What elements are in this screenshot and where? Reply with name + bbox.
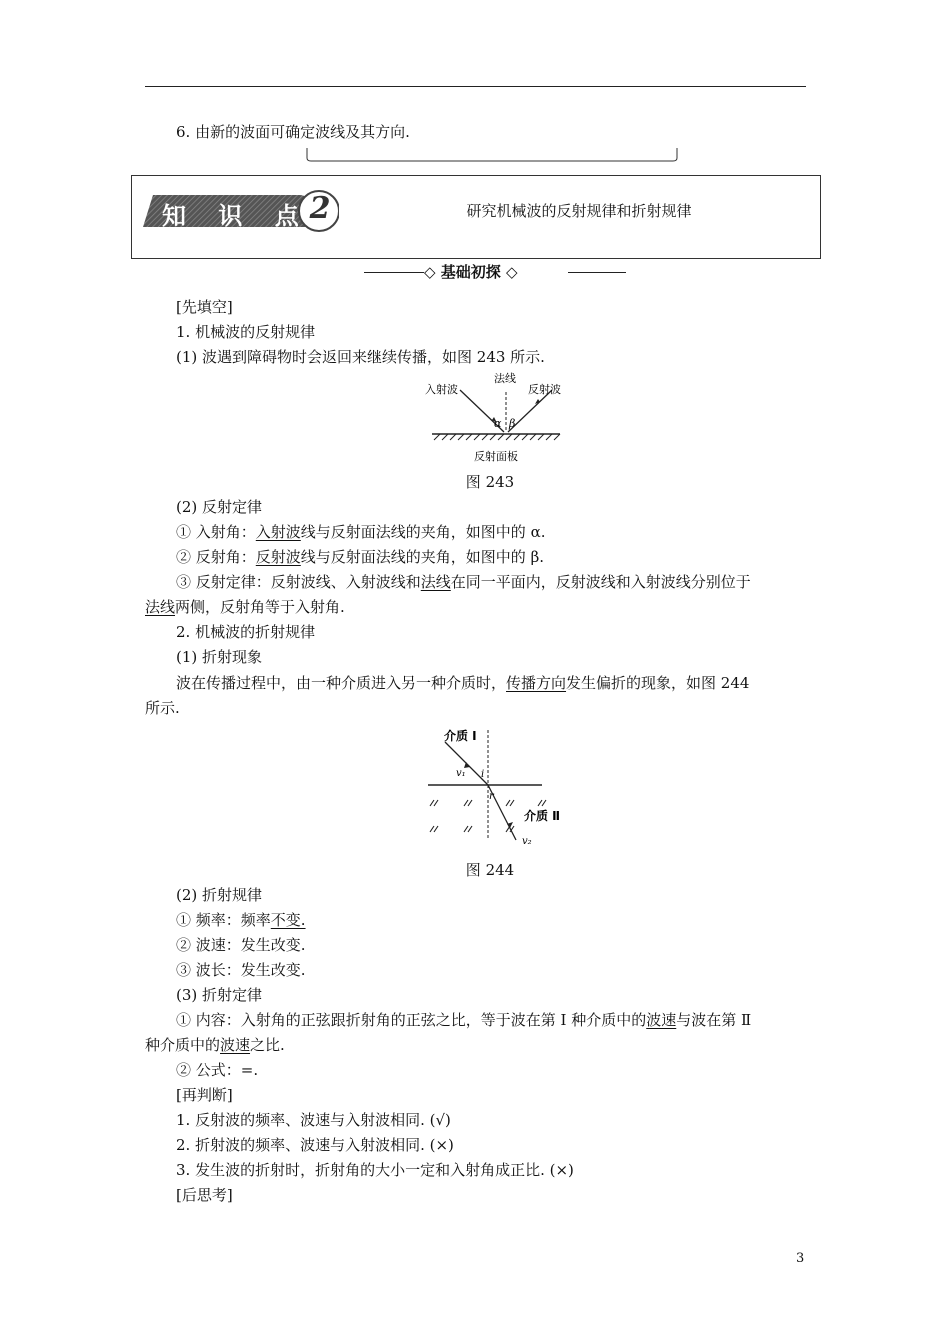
label-v1: v₁ (456, 768, 466, 779)
figure-244 (420, 722, 570, 850)
refract-phenomenon-heading: (1) 折射现象 (176, 648, 263, 666)
wavelength-line: ③ 波长：发生改变. (176, 961, 306, 979)
label-i: i (481, 769, 485, 780)
header-rule (145, 86, 806, 87)
label-beta: β (509, 417, 516, 430)
judge-item-3: 3. 发生波的折射时，折射角的大小一定和入射角成正比. (×) (176, 1161, 574, 1179)
reflect-law-line: ③ 反射定律：反射波线、入射波线和法线在同一平面内，反射波线和入射波线分别位于 (176, 573, 751, 591)
speed-line: ② 波速：发生改变. (176, 936, 306, 954)
label-surface: 反射面板 (474, 450, 518, 463)
judge-item-1: 1. 反射波的频率、波速与入射波相同. (√) (176, 1111, 451, 1129)
label-normal: 法线 (494, 372, 516, 385)
figure-243 (420, 368, 570, 466)
content-line: ① 内容：入射角的正弦跟折射角的正弦之比，等于波在第 Ⅰ 种介质中的波速与波在第 Ⅱ (176, 1011, 752, 1029)
label-alpha: α (494, 417, 502, 430)
incident-angle-line: ① 入射角：入射波线与反射面法线的夹角，如图中的 α. (176, 523, 546, 541)
figure-243-caption: 图 243 (465, 473, 515, 491)
label-medium-2: 介质 Ⅱ (524, 809, 561, 823)
knowledge-point-title: 研究机械波的反射规律和折射规律 (466, 202, 692, 220)
frequency-line: ① 频率：频率不变. (176, 911, 306, 929)
section-rule-right (568, 272, 626, 273)
formula-line: ② 公式：=. (176, 1061, 259, 1079)
label-v2: v₂ (522, 836, 532, 847)
content-line-2: 种介质中的波速之比. (145, 1036, 285, 1054)
label-incident: 入射波 (425, 383, 458, 396)
bracket-decoration (305, 146, 679, 164)
figure-244-caption: 图 244 (465, 861, 515, 879)
refract-description-2: 所示. (145, 699, 180, 717)
section-title: ◇ 基础初探 ◇ (424, 263, 518, 281)
page-number: 3 (796, 1251, 805, 1266)
knowledge-point-number: 2 (309, 191, 331, 226)
reflect-text-1: (1) 波遇到障碍物时会返回来继续传播，如图 243 所示. (176, 348, 545, 366)
label-medium-1: 介质 Ⅰ (444, 729, 477, 743)
judge-label: [再判断] (176, 1086, 233, 1104)
refract-heading: 2. 机械波的折射规律 (176, 623, 316, 641)
reflect-law-heading: (2) 反射定律 (176, 498, 263, 516)
refract-rule-heading: (2) 折射规律 (176, 886, 263, 904)
knowledge-point-label: 知 识 点 (162, 202, 311, 230)
refract-description: 波在传播过程中，由一种介质进入另一种介质时，传播方向发生偏折的现象，如图 244 (176, 674, 750, 692)
top-text: 6. 由新的波面可确定波线及其方向. (176, 123, 410, 141)
fill-blank-label: [先填空] (176, 298, 233, 316)
reflect-heading: 1. 机械波的反射规律 (176, 323, 316, 341)
judge-item-2: 2. 折射波的频率、波速与入射波相同. (×) (176, 1136, 454, 1154)
reflect-law-line-2: 法线两侧，反射角等于入射角. (145, 598, 345, 616)
label-reflected: 反射波 (528, 383, 561, 396)
section-rule-left (364, 272, 424, 273)
label-r: r (489, 791, 494, 802)
surface-hatching (434, 434, 560, 440)
refract-law-heading: (3) 折射定律 (176, 986, 263, 1004)
reflect-angle-line: ② 反射角：反射波线与反射面法线的夹角，如图中的 β. (176, 548, 545, 566)
think-label: [后思考] (176, 1186, 233, 1204)
